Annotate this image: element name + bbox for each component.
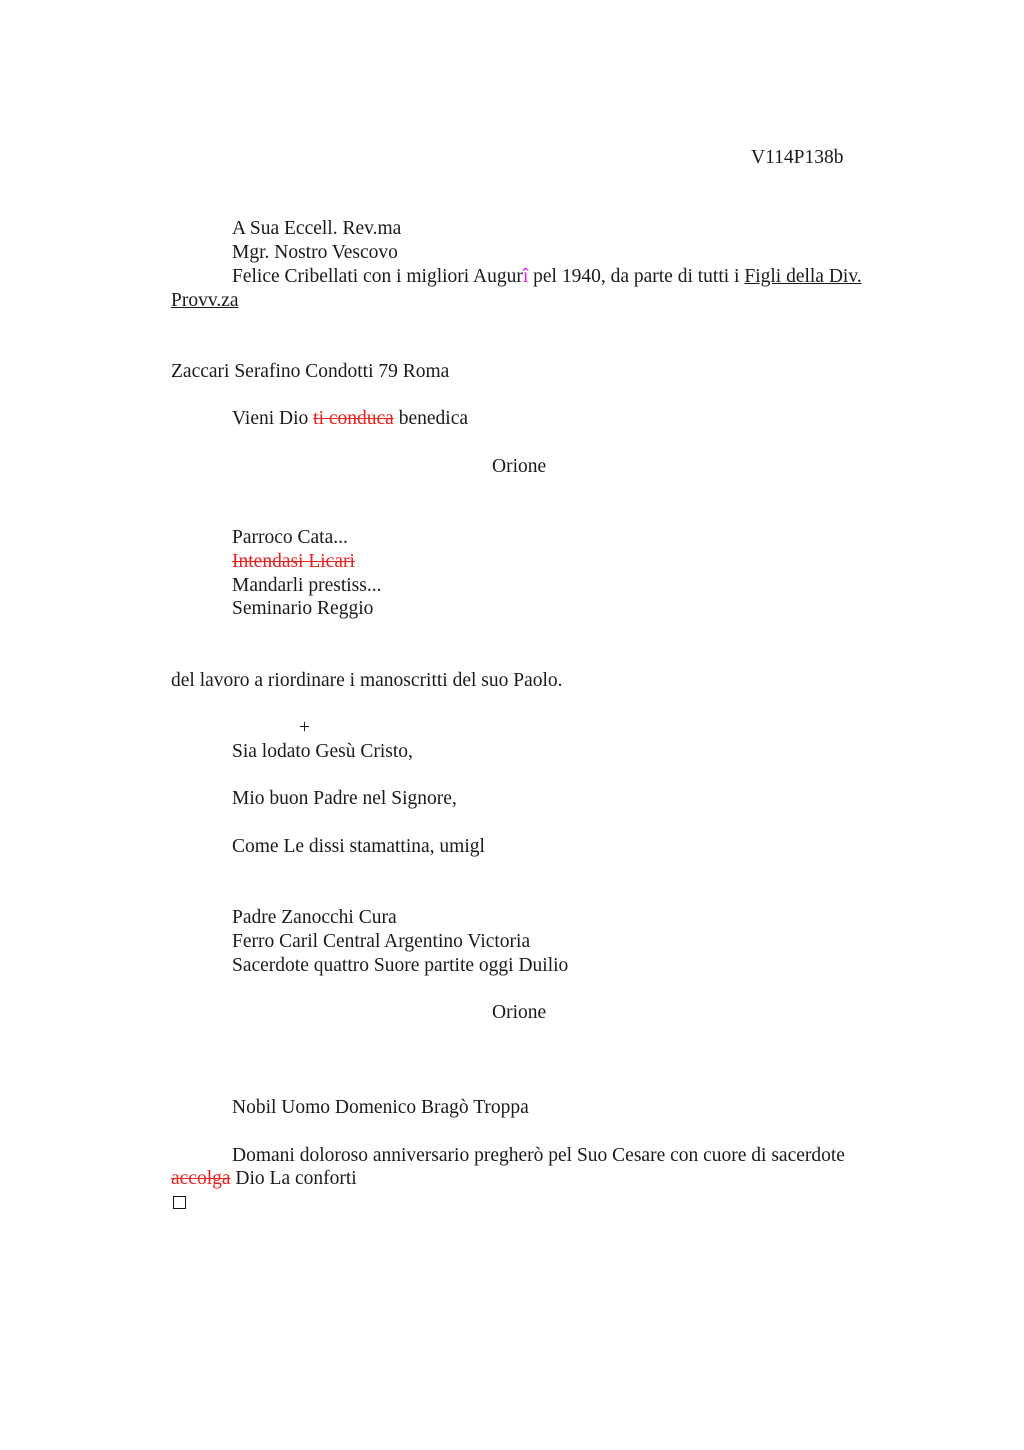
letter-salutation: Mio buon Padre nel Signore, (232, 788, 457, 809)
underlined-text: Provv.za (171, 290, 239, 311)
telegram-message (232, 407, 468, 431)
note-line: Parroco Cata... (232, 527, 348, 548)
telegram-address: Nobil Uomo Domenico Bragò Troppa (232, 1097, 529, 1118)
note-line: Mandarli prestiss... (232, 575, 382, 596)
telegram-line: Sacerdote quattro Suore partite oggi Duilio (232, 955, 569, 976)
telegram-address: Zaccari Serafino Condotti 79 Roma (171, 361, 450, 382)
telegram-line: Ferro Caril Central Argentino Victoria (232, 931, 531, 952)
greeting-text: pel 1940, da parte di tutti i (528, 266, 745, 287)
letter-opening: Sia lodato Gesù Cristo, (232, 741, 413, 762)
greeting-continuation (171, 289, 239, 313)
greeting-line (232, 265, 862, 289)
greeting-text: Felice Cribellati con i migliori Augur (232, 266, 523, 287)
signature: Orione (492, 1002, 547, 1023)
telegram-message-continuation (171, 1167, 357, 1191)
document-id: V114P138b (751, 147, 844, 168)
addressee-line: Mgr. Nostro Vescovo (232, 242, 398, 263)
signature: Orione (492, 456, 547, 477)
fragment-line: del lavoro a riordinare i manoscritti del suo Paolo. (171, 670, 563, 691)
message-text: benedica (393, 408, 469, 429)
checkbox-square-icon (173, 1196, 186, 1209)
addressee-line: A Sua Eccell. Rev.ma (232, 218, 402, 239)
cross-mark: + (299, 717, 310, 738)
letter-body: Come Le dissi stamattina, umigl (232, 836, 485, 857)
underlined-text: Figli della Div. (744, 266, 862, 287)
accent-mark: î (522, 266, 529, 287)
message-text: Vieni Dio (232, 408, 314, 429)
note-line: Seminario Reggio (232, 598, 374, 619)
message-text: Dio La conforti (230, 1168, 357, 1189)
struck-text: accolga (171, 1168, 231, 1189)
struck-text: ti conduca (313, 408, 394, 429)
telegram-line: Padre Zanocchi Cura (232, 907, 397, 928)
struck-note-line: Intendasi Licari (232, 551, 355, 572)
telegram-message: Domani doloroso anniversario pregherò pel Suo Cesare con cuore di sacerdote (232, 1145, 845, 1166)
